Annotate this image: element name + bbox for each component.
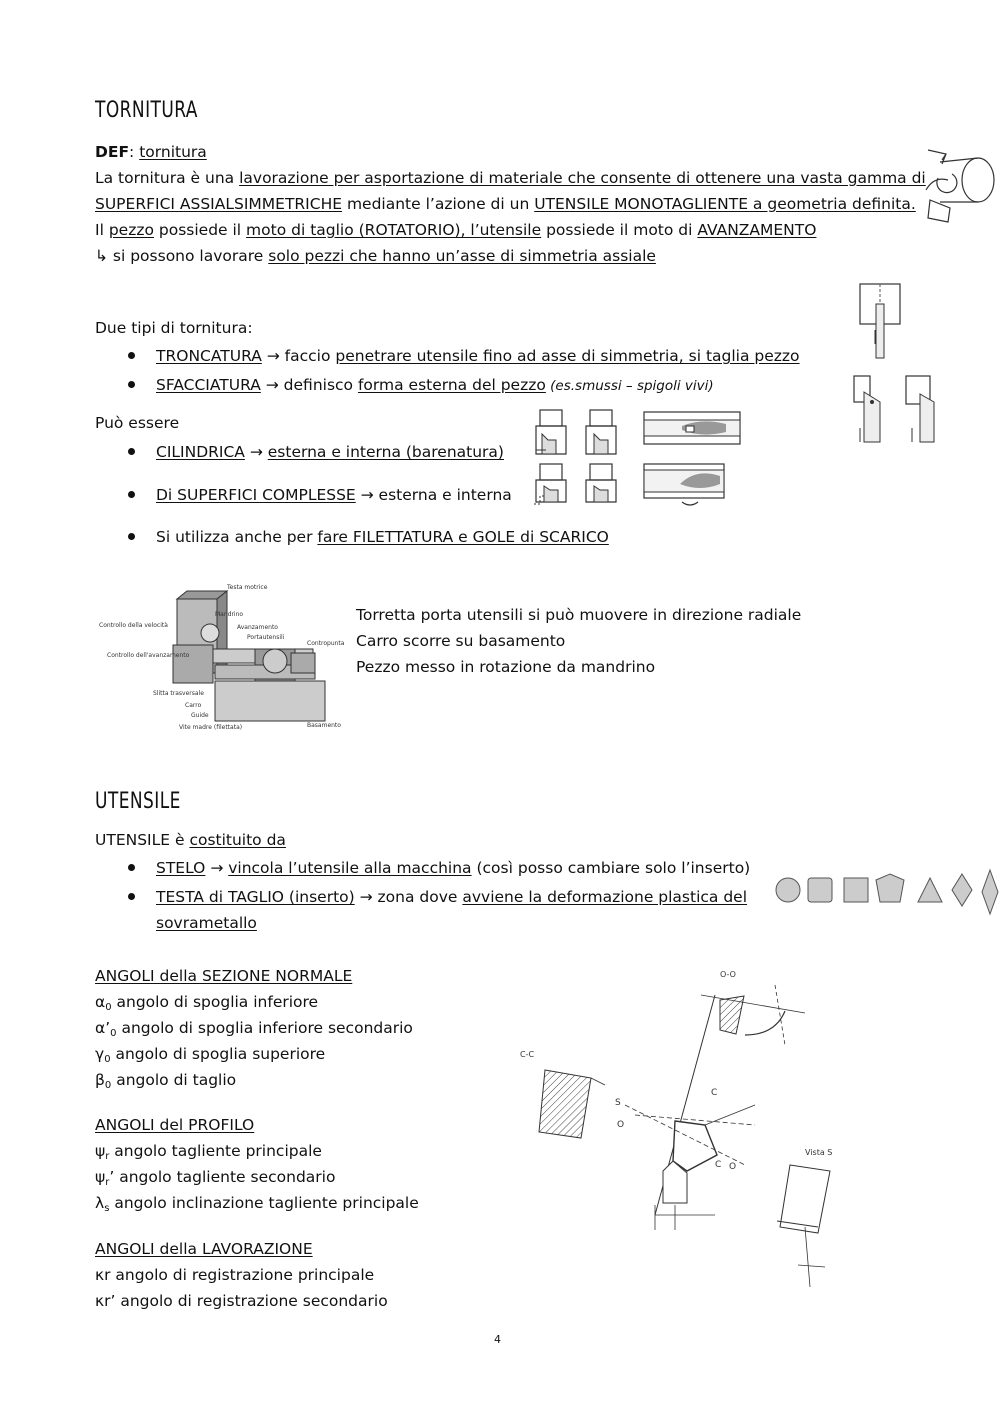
- text-underlined: penetrare utensile fino ad asse di simmetria, si taglia pezzo: [335, 347, 800, 365]
- angle-desc: angolo di spoglia inferiore secondario: [116, 1019, 413, 1037]
- label-c-bottom: C: [715, 1160, 722, 1170]
- angle-beta0: [95, 1067, 236, 1099]
- text: mediante l’azione di un: [342, 195, 535, 213]
- paragraph-line-1: [95, 165, 926, 191]
- label-contropunta: Contropunta: [307, 640, 345, 647]
- angle-symbol: ψ: [95, 1142, 106, 1160]
- text-italic: (es.smussi – spigoli vivi): [545, 378, 714, 394]
- text-underlined: CILINDRICA: [156, 443, 245, 461]
- label-testa-motrice: Testa motrice: [227, 584, 268, 591]
- angle-desc: angolo di taglio: [111, 1071, 237, 1089]
- text: →: [205, 859, 229, 877]
- text-underlined: pezzo: [108, 221, 154, 239]
- bullet-cilindrica: [156, 439, 504, 465]
- text-underlined: ANGOLI della LAVORAZIONE: [95, 1240, 313, 1258]
- label-controllo-avanzamento: Controllo dell'avanzamento: [107, 652, 190, 659]
- text: (così posso cambiare solo l’inserto): [471, 859, 751, 877]
- paragraph-line-2: [95, 191, 916, 217]
- lathe-note-1: Torretta porta utensili si può muovere in direzione radiale: [356, 606, 802, 624]
- text-underlined: avviene la deformazione plastica del: [462, 888, 748, 906]
- angles-profile-title: [95, 1112, 254, 1138]
- label-vista-s: Vista S: [805, 1148, 833, 1157]
- label-basamento: Basamento: [307, 722, 341, 729]
- text-underlined: forma esterna del pezzo: [357, 376, 546, 394]
- text-underlined: solo pezzi che hanno un’asse di simmetria assiale: [268, 247, 656, 265]
- text-underlined: SUPERFICI ASSIALSIMMETRICHE: [95, 195, 343, 213]
- utensile-intro: [95, 827, 286, 853]
- text: ↳ si possono lavorare: [95, 247, 269, 265]
- bullet-dot: [128, 864, 135, 871]
- text-underlined: Di SUPERFICI COMPLESSE: [156, 486, 356, 504]
- section-title-utensile: UTENSILE: [95, 789, 181, 814]
- text-underlined: moto di taglio (ROTATORIO), l’utensile: [246, 221, 542, 239]
- angle-subscript: r: [105, 1151, 110, 1162]
- label-guide: Guide: [191, 712, 209, 719]
- troncatura-figure: [855, 282, 905, 360]
- angle-desc: angolo tagliente principale: [109, 1142, 322, 1160]
- label-avanzamento: Avanzamento: [237, 624, 278, 631]
- text-underlined: TESTA di TAGLIO (inserto): [156, 888, 355, 906]
- text-underlined: sovrametallo: [156, 914, 257, 932]
- label-portautensili: Portautensili: [247, 634, 285, 641]
- text-underlined: esterna e interna (barenatura): [267, 443, 504, 461]
- bullet-dot: [128, 533, 135, 540]
- angle-desc: angolo inclinazione tagliente principale: [109, 1194, 419, 1212]
- paragraph-line-3: [95, 217, 816, 243]
- bullet-troncatura: [156, 343, 800, 369]
- bullet-sfacciatura: [156, 372, 714, 399]
- insert-shapes-figure: [772, 870, 1000, 914]
- text: → esterna e interna: [355, 486, 512, 504]
- bullet-testa-taglio-cont: [156, 910, 257, 936]
- text: UTENSILE è: [95, 831, 190, 849]
- section-title-tornitura: TORNITURA: [95, 98, 198, 123]
- label-controllo-velocita: Controllo della velocità: [99, 622, 168, 629]
- angle-subscript: r: [105, 1177, 110, 1188]
- label-o-left: O: [617, 1120, 625, 1130]
- bullet-dot: [128, 352, 135, 359]
- text: →: [244, 443, 268, 461]
- label-oo: O-O: [720, 970, 736, 979]
- text-underlined: lavorazione per asportazione di materiale che consente di ottenere una vasta gamma di: [239, 169, 926, 187]
- label-c-top: C: [711, 1088, 718, 1098]
- text: Si utilizza anche per: [156, 528, 318, 546]
- def-term: tornitura: [139, 143, 207, 161]
- sfacciatura-figure: [850, 372, 950, 450]
- text: possiede il: [153, 221, 247, 239]
- tool-angles-diagram: [515, 965, 860, 1295]
- label-cc: C-C: [520, 1050, 535, 1059]
- text: Il: [95, 221, 109, 239]
- angle-desc: ’ angolo tagliente secondario: [109, 1168, 336, 1186]
- definition-line: [95, 139, 207, 165]
- page-number: 4: [494, 1333, 501, 1346]
- bullet-filettatura: [156, 524, 609, 550]
- label-carro: Carro: [185, 702, 202, 709]
- text-underlined: vincola l’utensile alla macchina: [228, 859, 472, 877]
- angle-symbol: ψ: [95, 1168, 106, 1186]
- cilindrica-figures: [532, 408, 742, 513]
- bullet-dot: [128, 381, 135, 388]
- text-underlined: UTENSILE MONOTAGLIENTE a geometria definita.: [534, 195, 916, 213]
- text-underlined: ANGOLI del PROFILO: [95, 1116, 255, 1134]
- text: possiede il moto di: [541, 221, 698, 239]
- lathe-note-3: Pezzo messo in rotazione da mandrino: [356, 658, 656, 676]
- lathe-machine-figure: [95, 585, 345, 735]
- text-underlined: STELO: [156, 859, 206, 877]
- angle-subscript: 0: [104, 1080, 112, 1091]
- label-s: S: [615, 1098, 621, 1108]
- angle-symbol: α’: [95, 1019, 111, 1037]
- angle-symbol: λ: [95, 1194, 105, 1212]
- text-underlined: ANGOLI della SEZIONE NORMALE: [95, 967, 353, 985]
- angle-subscript: 0: [104, 1054, 111, 1065]
- lathe-motion-icon: [920, 140, 1000, 230]
- angle-subscript: 0: [105, 1002, 112, 1013]
- angle-symbol: β: [95, 1071, 105, 1089]
- text: → zona dove: [354, 888, 463, 906]
- paragraph-line-4: [95, 243, 656, 269]
- bullet-dot: [128, 893, 135, 900]
- text-underlined: AVANZAMENTO: [697, 221, 817, 239]
- angle-kr-secondary: κr’ angolo di registrazione secondario: [95, 1292, 388, 1310]
- bullet-stelo: [156, 855, 750, 881]
- text-underlined: TRONCATURA: [156, 347, 262, 365]
- bullet-dot: [128, 448, 135, 455]
- can-be-label: Può essere: [95, 414, 180, 432]
- angles-normal-title: [95, 963, 352, 989]
- angles-work-title: [95, 1236, 313, 1262]
- angle-symbol: γ: [95, 1045, 105, 1063]
- lathe-note-2: Carro scorre su basamento: [356, 632, 566, 650]
- angle-subscript: 0: [110, 1028, 117, 1039]
- bullet-superfici-complesse: [156, 482, 512, 508]
- angle-desc: angolo di spoglia superiore: [110, 1045, 326, 1063]
- text: → faccio: [261, 347, 336, 365]
- angle-lambda-s: [95, 1190, 419, 1222]
- def-sep: :: [129, 143, 140, 161]
- bullet-dot: [128, 491, 135, 498]
- text: La tornitura è una: [95, 169, 240, 187]
- def-label: DEF: [95, 143, 130, 161]
- angle-symbol: α: [95, 993, 106, 1011]
- types-intro: Due tipi di tornitura:: [95, 319, 253, 337]
- label-slitta: Slitta trasversale: [153, 690, 204, 697]
- bullet-testa-taglio: [156, 884, 747, 910]
- label-o-right: O: [729, 1162, 737, 1172]
- text-underlined: SFACCIATURA: [156, 376, 261, 394]
- label-vite-madre: Vite madre (filettata): [179, 724, 243, 731]
- label-mandrino: Mandrino: [215, 611, 244, 618]
- text-underlined: fare FILETTATURA e GOLE di SCARICO: [317, 528, 609, 546]
- text: → definisco: [260, 376, 358, 394]
- angle-desc: angolo di spoglia inferiore: [111, 993, 319, 1011]
- angle-kr: κr angolo di registrazione principale: [95, 1266, 375, 1284]
- angle-subscript: s: [104, 1203, 110, 1214]
- text-underlined: costituito da: [189, 831, 286, 849]
